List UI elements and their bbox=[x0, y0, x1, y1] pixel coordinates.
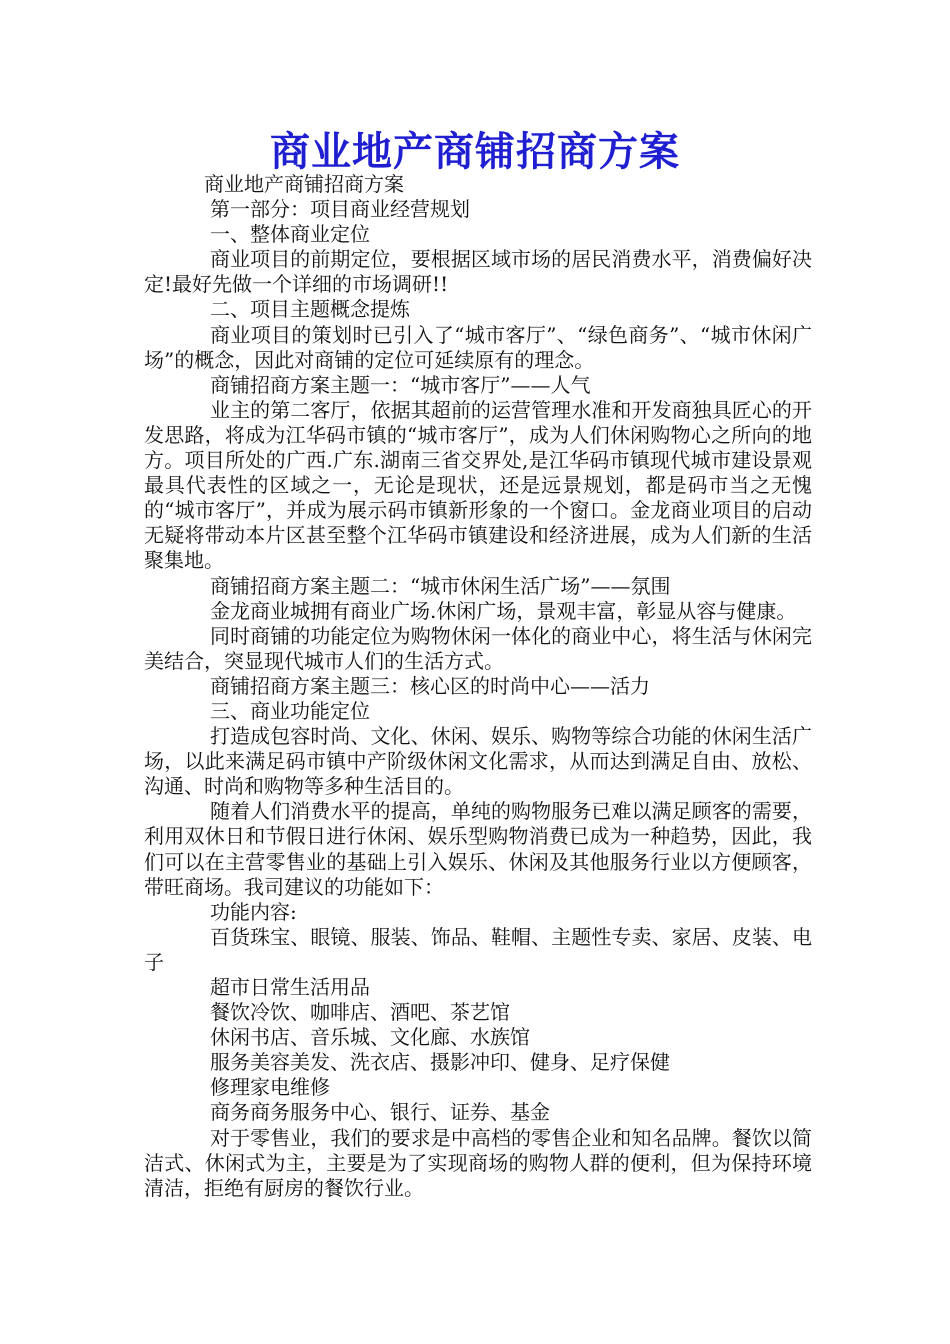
section-heading: 第一部分：项目商业经营规划 bbox=[210, 197, 470, 222]
section-heading: 二、项目主题概念提炼 bbox=[210, 297, 410, 322]
section-heading: 一、整体商业定位 bbox=[210, 222, 370, 247]
document-body bbox=[144, 172, 812, 1201]
list-item: 修理家电维修 bbox=[210, 1075, 330, 1100]
list-item: 服务美容美发、洗衣店、摄影冲印、健身、足疗保健 bbox=[210, 1050, 670, 1075]
list-item: 餐饮冷饮、咖啡店、酒吧、茶艺馆 bbox=[210, 1000, 510, 1025]
paragraph: 商业地产商铺招商方案 bbox=[204, 172, 404, 196]
section-heading: 三、商业功能定位 bbox=[210, 698, 370, 723]
list-heading: 功能内容: bbox=[210, 899, 297, 924]
paragraph: 随着人们消费水平的提高，单纯的购物服务已难以满足顾客的需要，利用双休日和节假日进行休闲、娱乐型购物消费已成为一种趋势，因此，我们可以在主营零售业的基础上引入娱乐、休闲及其他服务行业以方便顾客，带旺商场。我司建议的功能如下： bbox=[144, 799, 812, 899]
paragraph: 商业项目的前期定位，要根据区域市场的居民消费水平，消费偏好决定!最好先做一个详细的市场调研!! bbox=[144, 247, 812, 297]
paragraph: 同时商铺的功能定位为购物休闲一体化的商业中心，将生活与休闲完美结合，突显现代城市人们的生活方式。 bbox=[144, 623, 812, 673]
paragraph: 对于零售业，我们的要求是中高档的零售企业和知名品牌。餐饮以简洁式、休闲式为主，主要是为了实现商场的购物人群的便利，但为保持环境清洁，拒绝有厨房的餐饮行业。 bbox=[144, 1125, 812, 1200]
list-item: 休闲书店、音乐城、文化廊、水族馆 bbox=[210, 1025, 530, 1050]
list-item: 百货珠宝、眼镜、服装、饰品、鞋帽、主题性专卖、家居、皮装、电子 bbox=[144, 924, 812, 974]
list-item: 商务商务服务中心、银行、证券、基金 bbox=[210, 1100, 550, 1125]
list-item: 超市日常生活用品 bbox=[210, 975, 370, 999]
theme-heading: 商铺招商方案主题三：核心区的时尚中心——活力 bbox=[210, 673, 650, 698]
paragraph: 打造成包容时尚、文化、休闲、娱乐、购物等综合功能的休闲生活广场，以此来满足码市镇中产阶级休闲文化需求，从而达到满足自由、放松、沟通、时尚和购物等多种生活目的。 bbox=[144, 724, 812, 799]
theme-heading: 商铺招商方案主题一：“城市客厅”——人气 bbox=[210, 372, 591, 397]
document-title: 商业地产商铺招商方案 bbox=[270, 128, 680, 175]
theme-heading: 商铺招商方案主题二：“城市休闲生活广场”——氛围 bbox=[210, 573, 671, 598]
paragraph: 业主的第二客厅，依据其超前的运营管理水准和开发商独具匠心的开发思路，将成为江华码市镇的“城市客厅”，成为人们休闲购物心之所向的地方。项目所处的广西.广东.湖南三省交界处,是江华码市镇现代城市建设景观最具代表性的区域之一，无论是现状，还是远景规划，都是码市当之无愧的“城市客厅”，并成为展示码市镇新形象的一个窗口。金龙商业项目的启动无疑将带动本片区甚至整个江华码市镇建设和经济进展，成为人们新的生活聚集地。 bbox=[144, 397, 812, 573]
paragraph: 商业项目的策划时已引入了“城市客厅”、“绿色商务”、“城市休闲广场”的概念，因此对商铺的定位可延续原有的理念。 bbox=[144, 322, 812, 372]
paragraph: 金龙商业城拥有商业广场.休闲广场，景观丰富，彰显从容与健康。 bbox=[210, 598, 797, 623]
